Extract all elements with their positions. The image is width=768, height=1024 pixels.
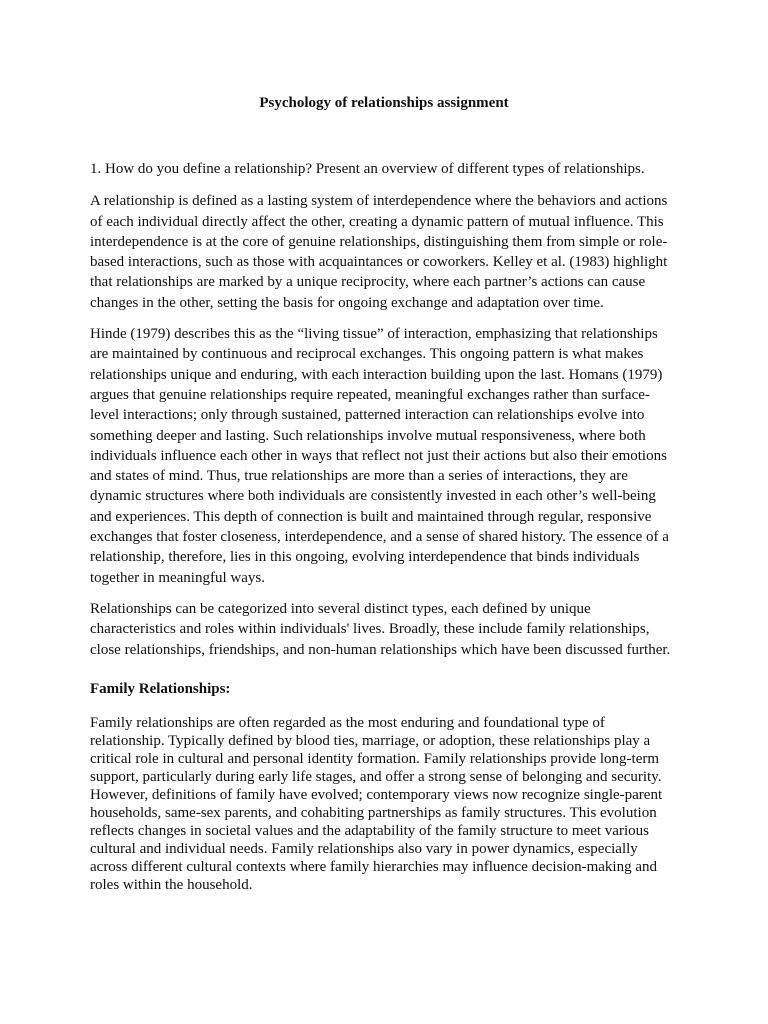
paragraph-family: Family relationships are often regarded as the most enduring and foundational type of relationship. Typically defined by blood ties, marriage, or adoption, these relationships play a critical role in cultural and personal identity formation. Family relationships provide long-term support, particularly during early life stages, and offer a strong sense of belonging and security. However, definitions of family have evolved; contemporary views now recognize single-parent households, same-sex parents, and cohabiting partnerships as family structures. This evolution reflects changes in societal values and the adaptability of the family structure to meet various cultural and individual needs. Family relationships also vary in power dynamics, especially across different cultural contexts where family hierarchies may influence decision-making and roles within the household. <box>90 714 663 893</box>
document-body <box>90 159 678 894</box>
paragraph-definition: A relationship is defined as a lasting system of interdependence where the behaviors and actions of each individual directly affect the other, creating a dynamic pattern of mutual influence. This interdependence is at the core of genuine relationships, distinguishing them from simple or role-based interactions, such as those with acquaintances or coworkers. Kelley et al. (1983) highlight that relationships are marked by a unique reciprocity, where each partner’s actions can cause changes in the other, setting the basis for ongoing exchange and adaptation over time. <box>90 193 668 311</box>
paragraph-types: Relationships can be categorized into several distinct types, each defined by unique characteristics and roles within individuals' lives. Broadly, these include family relationships, close relationships, friendships, and non-human relationships which have been discussed further. <box>90 600 671 658</box>
document-title: Psychology of relationships assignment <box>259 95 509 111</box>
paragraph-hinde: Hinde (1979) describes this as the “living tissue” of interaction, emphasizing that relationships are maintained by continuous and reciprocal exchanges. This ongoing pattern is what makes relationships unique and enduring, with each interaction building upon the last. Homans (1979) argues that genuine relationships require repeated, meaningful exchanges rather than surface-level interactions; only through sustained, patterned interaction can relationships evolve into something deeper and lasting. Such relationships involve mutual responsiveness, where both individuals influence each other in ways that reflect not just their actions but also their emotions and states of mind. Thus, true relationships are more than a series of interactions, they are dynamic structures where both individuals are consistently invested in each other’s well-being and experiences. This depth of connection is built and maintained through regular, responsive exchanges that foster closeness, interdependence, and a sense of shared history. The essence of a relationship, therefore, lies in this ongoing, evolving interdependence that binds individuals together in meaningful ways. <box>90 326 669 586</box>
question-text: 1. How do you define a relationship? Present an overview of different types of relationships. <box>90 161 645 177</box>
section-heading-family: Family Relationships: <box>90 680 231 697</box>
